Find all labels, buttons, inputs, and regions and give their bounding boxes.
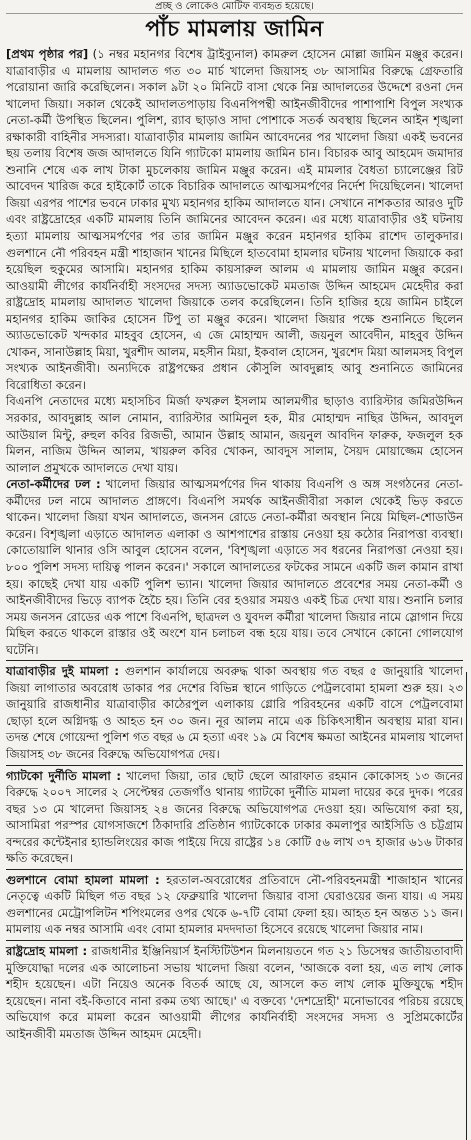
continuation-tag: [প্রথম পৃষ্ঠার পর] [6,47,89,61]
section-jatrabari-cases [6,663,463,762]
section-text: খালেদা জিয়া, তার ছোট ছেলে আরাফাত রহমান কোকোসহ ১৩ জনের বিরুদ্ধে ২০০৭ সালের ২ সেপ্টেম্বর তেজগাঁও থানায় গ্যাটকো দুর্নীতি মামলা দায়ের করে দুদক। পরের বছর ১৩ মে খালেদা জিয়াসহ ২৪ জনের বিরুদ্ধে অভিযোগপত্র দেওয়া হয়। অভিযোগ করা হয়, আসামিরা পরস্পর যোগসাজশে ঠিকাদারি প্রতিষ্ঠান গ্যাটকোকে ঢাকার কমলাপুর আইসিডি ও চট্টগ্রাম বন্দরের কন্টেইনার হ্যান্ডলিংয়ের কাজ পাইয়ে দিয়ে রাষ্ট্রের ১৪ কোটি ৫৬ লাখ ৩৭ হাজার ৬১৬ টাকার ক্ষতি করেছেন। [6,768,463,866]
section-gatco-case [6,768,463,867]
section-text: হরতাল-অবরোধের প্রতিবাদে নৌ-পরিবহনমন্ত্রী শাজাহান খানের নেতৃত্বে একটি মিছিল গত বছর ১২ ফেব্রুয়ারি খালেদা জিয়ার বাসা ঘেরাওয়ের জন্য যায়। এ সময় গুলশানের মেট্রোপলিটন শপিংমলের ওপর থেকে ৬-৭টি বোমা ফেলা হয়। আহত হন অন্তত ১১ জন। মামলায় এক নম্বর আসামি এবং বোমা হামলার মদদদাতা হিসেবে রয়েছে খালেদা জিয়ার নাম। [6,872,464,937]
article-body [6,46,463,1042]
divider [6,660,463,661]
section-heading: যাত্রাবাড়ীর দুই মামলা : [6,664,120,679]
section-text: রাজধানীর ইঞ্জিনিয়ার্স ইনস্টিটিউশন মিলনায়তনে গত ২১ ডিসেম্বর জাতীয়তাবাদী মুক্তিযোদ্ধা দলের এক আলোচনা সভায় খালেদা জিয়া বলেন, 'আজকে বলা হয়, এত লাখ লোক শহীদ হয়েছেন। এটা নিয়েও অনেক বিতর্ক আছে যে, আসলে কত লাখ লোক মুক্তিযুদ্ধে শহীদ হয়েছেন। নানা বই-কিতাবে নানা রকম তথ্য আছে।' এ বক্তব্যে 'দেশদ্রোহী' মনোভাবের পরিচয় রয়েছে অভিযোগ করে মামলা করেন আওয়ামী লীগের কার্যনির্বাহী সংসদের সদস্য ও সুপ্রিমকোর্টের আইনজীবী মমতাজ উদ্দিন আহমদ মেহেদী। [6,943,463,1041]
section-sedition-case [6,943,463,1042]
divider [6,940,463,941]
headline: পাঁচ মামলায় জামিন [145,16,324,42]
column-rule [466,672,467,1140]
section-text: গুলশান কার্যালয়ে অবরুদ্ধ থাকা অবস্থায় গত বছর ৫ জানুয়ারি খালেদা জিয়া লাগাতার অবরোধ ডাকার পর দেশের বিভিন্ন স্থানে গাড়িতে পেট্রলবোমা হামলা শুরু হয়। ২৩ জানুয়ারি রাজধানীর যাত্রাবাড়ীর কাঠেরপুল এলাকায় গ্লোরি পরিবহনের একটি বাসে পেট্রলবোমা ছোড়া হলে অগ্নিদগ্ধ ও আহত হন ৩০ জন। নূর আলম নামে এক চিকিৎসাধীন অবস্থায় মারা যান। তদন্ত শেষে গোয়েন্দা পুলিশ গত বছর ৬ মে হত্যা এবং ১৯ মে বিশেষ ক্ষমতা আইনের মামলায় খালেদা জিয়াসহ ৩৮ জনের বিরুদ্ধে অভিযোগপত্র দেয়। [6,664,464,761]
lead-paragraph [6,46,463,393]
section-leaders-rally [6,476,463,658]
section-heading: গ্যাটকো দুর্নীতি মামলা : [6,768,122,783]
section-heading: রাষ্ট্রদ্রোহ মামলা : [6,943,88,958]
lead-text: (১ নম্বর মহানগর বিশেষ ট্রাইব্যুনাল) কামরুল হোসেন মোল্লা জামিন মঞ্জুর করেন। যাত্রাবাড়ীর এ মামলায় আদালত গত ৩০ মার্চ খালেদা জিয়াসহ ৩৮ আসামির বিরুদ্ধে গ্রেফতারি পরোয়ানা জারি করেছিলেন। সকাল ৯টা ২০ মিনিটে বাসা থেকে নিম্ন আদালতের উদ্দেশে রওনা দেন খালেদা জিয়া। সকাল থেকেই আদালতপাড়ায় বিএনপিপন্থী আইনজীবীদের পাশাপাশি বিপুল সংখ্যক নেতা-কর্মী উপস্থিত ছিলেন। পুলিশ, র‌্যাব ছাড়াও সাদা পোশাকে সতর্ক অবস্থায় ছিলেন আইন শৃঙ্খলা রক্ষাকারী বাহিনীর সদস্যরা। যাত্রাবাড়ীর মামলায় জামিন আবেদনের পর খালেদা জিয়া একই ভবনের ছয় তলায় বিশেষ জজ আদালতে যিনি গ্যাটকো মামলায় জামিন চান। বিচারক আবু আহমেদ জমাদার শুনানি শেষে এক লাখ টাকা মুচলেকায় জামিন মঞ্জুর করেন। এই মামলার বৈধতা চ্যালেঞ্জের রিট আবেদন খারিজ করে হাইকোর্ট তাকে বিচারিক আদালতে আত্মসমর্পণের নির্দেশ দিয়েছিলেন। খালেদা জিয়া এরপর পাশের ভবনে ঢাকার মুখ্য মহানগর হাকিম আদালতে যান। সেখানে নাশকতার আরও দুটি এবং রাষ্ট্রদ্রোহের একটি মামলায় তিনি জামিনের আবেদন করেন। এর মধ্যে যাত্রাবাড়ীর ওই ঘটনায় হত্যা মামলায় আত্মসমর্পণের পর তার জামিন মঞ্জুর করেন মহানগর হাকিম রাশেদ তালুকদার। গুলশানে নৌ পরিবহন মন্ত্রী শাহাজান খানের মিছিলে হাতবোমা হামলার ঘটনায় খালেদা জিয়াকে করা হয়েছিল হুকুমের আসামি। মহানগর হাকিম কায়সারুল আলম এ মামলায় জামিন মঞ্জুর করেন। আওয়ামী লীগের কার্যনির্বাহী সংসদের সদস্য অ্যাডভোকেট মমতাজ উদ্দিন আহমেদ মেহেদীর করা রাষ্ট্রদ্রোহ মামলায় আদালত খালেদা জিয়াকে তলব করেছিলেন। তিনি হাজির হয়ে জামিন চাইলে মহানগর হাকিম জাকির হোসেন টিপু তা মঞ্জুর করেন। খালেদা জিয়ার পক্ষে শুনানিতে ছিলেন অ্যাডভোকেট খন্দকার মাহবুব হোসেন, এ জে মোহাম্মদ আলী, জয়নুল আবেদীন, মাহবুব উদ্দিন খোকন, সানাউল্লাহ মিয়া, খুরশীদ আলম, মহসীন মিয়া, ইকবাল হোসেন, খুরশেদ মিয়া আলমসহ বিপুল সংখ্যক আইনজীবী। অন্যদিকে রাষ্ট্রপক্ষের প্রধান কৌসুলি আবদুল্লাহ আবু শুনানিতে জামিনের বিরোধিতা করেন। [6,47,463,392]
section-heading: নেতা-কর্মীদের ঢল : [6,477,101,492]
section-gulshan-bomb-case [6,872,463,938]
divider [6,869,463,870]
paragraph: বিএনপি নেতাদের মধ্যে মহাসচিব মির্জা ফখরুল ইসলাম আলমগীর ছাড়াও ব্যারিস্টার জমিরউদ্দিন সরকার, আবদুল্লাহ আল নোমান, ব্যারিস্টার আমিনুল হক, মীর মোহাম্মদ নাছির উদ্দিন, আবদুল আউয়াল মিন্টু, রুহুল কবির রিজভী, আমান উল্লাহ আমান, জয়নুল আবদিন ফারুক, ফজলুল হক মিলন, নাজিম উদ্দিন আলম, খায়রুল কবির খোকন, আবদুস সালাম, সৈয়দ মোয়াজ্জেম হোসেন আলাল প্রমুখকে আদালতে দেখা যায়। [6,394,463,475]
top-strip-text: প্রচ্ছ ও লোকেও মোটিফ ব্যবহৃত হয়েছে। [6,0,463,14]
divider [6,765,463,766]
section-heading: গুলশানে বোমা হামলা মামলা : [6,872,160,887]
section-text: খালেদা জিয়ার আত্মসমর্পণের দিন থাকায় বিএনপি ও অঙ্গ সংগঠনের নেতা-কর্মীদের ঢল নামে আদালত প্রাঙ্গণে। বিএনপি সমর্থক আইনজীবীরা সকাল থেকেই ভিড় করতে থাকেন। খালেদা জিয়া যখন আদালতে, জনসন রোডে নেতা-কর্মীরা অবস্থান নিয়ে মিছিল-শোডাউন করেন। বিশৃঙ্খলা এড়াতে আদালত এলাকা ও আশপাশের রাস্তায় নেওয়া হয় কঠোর নিরাপত্তা ব্যবস্থা। কোতোয়ালি থানার ওসি আবুল হোসেন বলেন, 'বিশৃঙ্খলা এড়াতে সব ধরনের নিরাপত্তা নেওয়া হয়। ৮০০ পুলিশ সদস্য দায়িত্ব পালন করেন।' সকালে আদালতের ফটকের সামনে একটি জল কামান রাখা হয়। কাছেই দেখা যায় একটি পুলিশ ভ্যান। খালেদা জিয়ার আদালতে প্রবেশের সময় নেতা-কর্মী ও আইনজীবীদের ভিড়ে ব্যাপক হৈচৈ হয়। তিনি বের হওয়ার সময়ও একই চিত্র দেখা যায়। শুনানি চলার সময় জনসন রোডের এক পাশে বিএনপি, ছাত্রদল ও যুবদল কর্মীরা খালেদা জিয়ার নামে স্লোগান দিয়ে মিছিল করতে থাকলে রাস্তার ওই অংশে যান চলাচল বন্ধ হয়ে যায়। তবে সেখানে কোনো গোলযোগ ঘটেনি। [6,477,463,657]
